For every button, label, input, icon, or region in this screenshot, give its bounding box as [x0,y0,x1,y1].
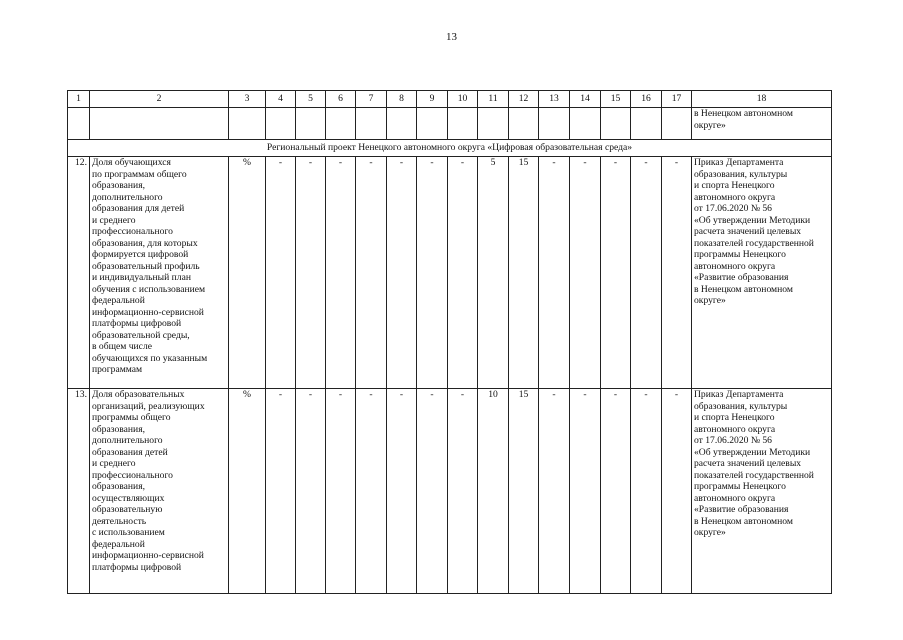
unit-cell: % [229,389,266,594]
value-cell: - [448,389,478,594]
continuation-row [68,108,832,140]
column-header: 2 [90,91,229,108]
column-header: 9 [417,91,448,108]
value-cell: - [662,389,692,594]
value-cell: 5 [478,157,509,389]
column-header: 6 [326,91,356,108]
indicators-table [67,90,832,594]
column-header: 12 [509,91,539,108]
column-header: 10 [448,91,478,108]
project-title: Региональный проект Ненецкого автономного округа «Цифровая образовательная среда» [68,140,832,157]
value-cell: - [539,157,570,389]
value-cell: - [631,157,662,389]
column-header: 15 [601,91,631,108]
value-cell: - [326,389,356,594]
column-header: 18 [692,91,832,108]
table-row [68,389,832,594]
value-cell: - [570,157,601,389]
value-cell: - [539,389,570,594]
value-cell: - [387,389,417,594]
continuation-source-text: в Ненецком автономном округе» [692,108,832,140]
value-cell: - [326,157,356,389]
row-number: 12. [68,157,90,389]
unit-cell: % [229,157,266,389]
column-header: 17 [662,91,692,108]
source-document: Приказ Департамента образования, культуры и спорта Ненецкого автономного округа от 17.06.2020 № 56 «Об утверждении Методики расчета значений целевых показателей государственной программы Ненецкого автономного округа «Развитие образования в Ненецком автономном округе» [692,389,832,594]
value-cell: - [601,389,631,594]
column-header: 3 [229,91,266,108]
header-row [68,91,832,108]
source-document: Приказ Департамента образования, культуры и спорта Ненецкого автономного округа от 17.06.2020 № 56 «Об утверждении Методики расчета значений целевых показателей государственной программы Ненецкого автономного округа «Развитие образования в Ненецком автономном округе» [692,157,832,389]
value-cell: 10 [478,389,509,594]
column-header: 11 [478,91,509,108]
column-header: 14 [570,91,601,108]
value-cell: - [417,389,448,594]
value-cell: - [448,157,478,389]
value-cell: - [356,157,387,389]
indicator-name: Доля обучающихся по программам общего образования, дополнительного образования для детей и среднего профессионального образования, для которых формируется цифровой образовательный профиль и индивидуальный план обучения с использованием федеральной информационно-сервисной платформы цифровой образовательной среды, в общем числе обучающихся по указанным программам [90,157,229,389]
column-header: 7 [356,91,387,108]
table-row [68,157,832,389]
column-header: 8 [387,91,417,108]
row-number: 13. [68,389,90,594]
value-cell: - [417,157,448,389]
value-cell: - [631,389,662,594]
value-cell: - [266,157,296,389]
value-cell: - [266,389,296,594]
value-cell: - [296,389,326,594]
value-cell: - [296,157,326,389]
value-cell: - [356,389,387,594]
value-cell: 15 [509,389,539,594]
column-header: 16 [631,91,662,108]
value-cell: - [570,389,601,594]
value-cell: - [601,157,631,389]
column-header: 4 [266,91,296,108]
value-cell: - [662,157,692,389]
indicator-name: Доля образовательных организаций, реализующих программы общего образования, дополнительного образования детей и среднего профессионального образования, осуществляющих образовательную деятельность с использованием федеральной информационно-сервисной платформы цифровой [90,389,229,594]
page-number: 13 [446,31,457,43]
column-header: 1 [68,91,90,108]
column-header: 5 [296,91,326,108]
project-title-row [68,140,832,157]
value-cell: - [387,157,417,389]
column-header: 13 [539,91,570,108]
value-cell: 15 [509,157,539,389]
